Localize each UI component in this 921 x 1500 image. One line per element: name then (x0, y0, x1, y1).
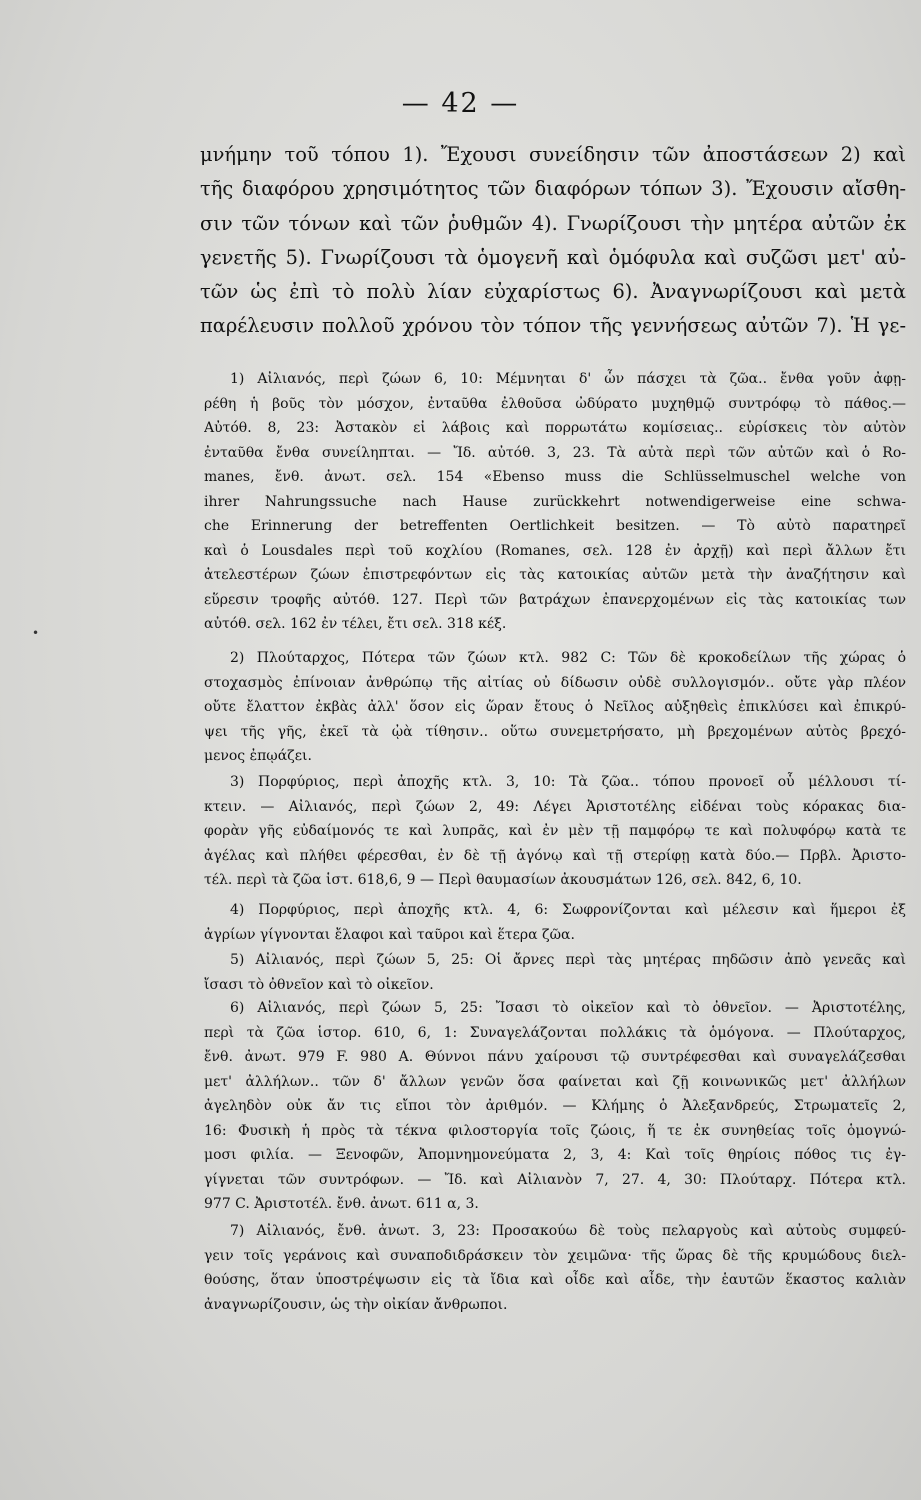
footnote-line: 977 C. Ἀριστοτέλ. ἔνθ. ἀνωτ. 611 α, 3. (204, 1196, 479, 1213)
body-line: σιν τῶν τόνων καὶ τῶν ῥυθμῶν 4). Γνωρίζουσι τὴν μητέρα αὐτῶν ἐκ (200, 211, 906, 235)
footnote-line: ἀγέλας καὶ πλήθει φέρεσθαι, ἐν δὲ τῇ ἀγόνῳ καὶ τῇ στερίφῃ κατὰ δύο.— Πρβλ. Ἀριστο- (204, 847, 906, 864)
footnote-line: αὐτόθ. σελ. 162 ἐν τέλει, ἔτι σελ. 318 κέξ. (204, 616, 507, 633)
footnote-line: 7) Αἰλιανός, ἔνθ. ἀνωτ. 3, 23: Προσακούω δὲ τοὺς πελαργοὺς καὶ αὐτοὺς συμφεύ- (230, 1223, 906, 1239)
footnote-line: che Erinnerung der betreffenten Oertlichkeit besitzen. — Τὸ αὐτὸ παρατηρεῖ (204, 518, 906, 535)
footnote-line: περὶ τὰ ζῶα ἱστορ. 610, 6, 1: Συναγελάζονται πολλάκις τὰ ὁμόγονα. — Πλούταρχος, (204, 1024, 906, 1041)
footnote-line: 6) Αἰλιανός, περὶ ζώων 5, 25: Ἴσασι τὸ οἰκεῖον καὶ τὸ ὀθνεῖον. — Ἀριστοτέλης, (230, 1000, 906, 1016)
footnote-line: ψει τῆς γῆς, ἐκεῖ τὰ ᾠὰ τίθησιν.. οὕτω συνεμετρήσατο, μὴ βρεχομένων αὐτὸς βρεχό- (204, 723, 906, 740)
footnote-line: 16: Φυσικὴ ἡ πρὸς τὰ τέκνα φιλοστοργία τοῖς ζώοις, ἥ τε ἐκ συνηθείας τοῖς ὁμογνώ- (204, 1122, 906, 1139)
footnote-line: καὶ ὁ Lousdales περὶ τοῦ κοχλίου (Romanes, σελ. 128 ἐν ἀρχῇ) καὶ περὶ ἄλλων ἔτι (204, 542, 906, 559)
footnote-line: μοσι φιλία. — Ξενοφῶν, Ἀπομνημονεύματα 2, 3, 4: Καὶ τοῖς θηρίοις πόθος τις ἐγ- (204, 1147, 906, 1164)
footnote-4 (204, 898, 906, 947)
footnote-line: μετ' ἀλλήλων.. τῶν δ' ἄλλων γενῶν ὅσα φαίνεται καὶ ζῇ κοινωνικῶς μετ' ἀλλήλων (204, 1073, 906, 1090)
footnote-line: Αὐτόθ. 8, 23: Ἀστακὸν εἰ λάβοις καὶ πορρωτάτω κομίσειας.. εὑρίσκεις τὸν αὐτὸν (204, 420, 906, 437)
footnote-line: γειν τοῖς γεράνοις καὶ συναποδιδράσκειν τὸν χειμῶνα· τῆς ὥρας δὲ τῆς κρυμώδους διελ- (204, 1247, 906, 1264)
footnote-line: τέλ. περὶ τὰ ζῶα ἱστ. 618,6, 9 — Περὶ θαυμασίων ἀκουσμάτων 126, σελ. 842, 6, 10. (204, 872, 802, 889)
footnote-line: ἐνταῦθα ἔνθα συνείληπται. — Ἴδ. αὐτόθ. 3, 23. Τὰ αὐτὰ περὶ τῶν αὐτῶν καὶ ὁ Ro- (204, 444, 906, 461)
footnote-line: κτειν. — Αἰλιανός, περὶ ζώων 2, 49: Λέγει Ἀριστοτέλης εἰδέναι τοὺς κόρακας δια- (204, 798, 906, 815)
footnote-line: ἴσασι τὸ ὀθνεῖον καὶ τὸ οἰκεῖον. (204, 976, 434, 993)
footnote-line: μενος ἐπῳάζει. (204, 748, 312, 765)
footnote-line: ἀναγνωρίζουσιν, ὡς τὴν οἰκίαν ἄνθρωποι. (204, 1296, 508, 1313)
footnote-line: ἀγεληδὸν οὐκ ἄν τις εἴποι τὸν ἀριθμόν. — Κλήμης ὁ Ἀλεξανδρεύς, Στρωματεῖς 2, (204, 1098, 906, 1115)
footnote-line: ihrer Nahrungssuche nach Hause zurückkehrt notwendigerweise eine schwa- (204, 493, 906, 510)
footnote-7 (204, 1219, 906, 1317)
main-paragraph (200, 138, 906, 344)
body-line: τῆς διαφόρου χρησιμότητος τῶν διαφόρων τόπων 3). Ἔχουσιν αἴσθη- (200, 177, 906, 201)
footnote-line: θούσης, ὅταν ὑποστρέψωσιν εἰς τὰ ἴδια καὶ οἶδε καὶ αἶδε, τὴν ἑαυτῶν ἕκαστος καλιὰν (204, 1272, 906, 1289)
footnote-line: 3) Πορφύριος, περὶ ἀποχῆς κτλ. 3, 10: Τὰ ζῶα.. τόπου προνοεῖ οὗ μέλλουσι τί- (230, 774, 906, 790)
footnote-5 (204, 948, 906, 997)
footnote-line: 4) Πορφύριος, περὶ ἀποχῆς κτλ. 4, 6: Σωφρονίζονται καὶ μέλεσιν καὶ ἥμεροι ἐξ (230, 902, 906, 918)
body-line: γενετῆς 5). Γνωρίζουσι τὰ ὁμογενῆ καὶ ὁμόφυλα καὶ συζῶσι μετ' αὐ- (200, 245, 906, 269)
body-line: μνήμην τοῦ τόπου 1). Ἔχουσι συνείδησιν τῶν ἀποστάσεων 2) καὶ (200, 143, 906, 166)
footnote-line: 2) Πλούταρχος, Πότερα τῶν ζώων κτλ. 982 C: Τῶν δὲ κροκοδείλων τῆς χώρας ὁ (230, 650, 906, 666)
footnote-line: ἔνθ. ἀνωτ. 979 F. 980 A. Θύννοι πάνυ χαίρουσι τῷ συντρέφεσθαι καὶ συναγελάζεσθαι (204, 1049, 906, 1066)
footnote-2 (204, 646, 906, 769)
margin-mark: • (32, 626, 40, 640)
footnote-line: γίγνεται τῶν συντρόφων. — Ἴδ. καὶ Αἰλιανὸν 7, 27. 4, 30: Πλούταρχ. Πότερα κτλ. (204, 1171, 906, 1188)
footnote-line: ἀγρίων γίγνονται ἔλαφοι καὶ ταῦροι καὶ ἕτερα ζῶα. (204, 926, 575, 943)
footnote-line: ρέθη ἡ βοῦς τὸν μόσχον, ἐνταῦθα ἐλθοῦσα ὠδύρατο μυχηθμῷ συντρόφῳ τὸ πάθος.— (204, 395, 906, 412)
footnote-3 (204, 770, 906, 893)
footnote-line: ἀτελεστέρων ζώων ἐπιστρεφόντων εἰς τὰς κατοικίας αὐτῶν μετὰ τὴν ἀναζήτησιν καὶ (204, 567, 906, 584)
footnote-line: φορὰν γῆς εὐδαίμονός τε καὶ λυπρᾶς, καὶ ἐν μὲν τῇ παμφόρῳ τε καὶ πολυφόρῳ κατὰ τε (204, 823, 906, 840)
footnote-line: εὕρεσιν τροφῆς αὐτόθ. 127. Περὶ τῶν βατράχων ἐπανερχομένων εἰς τὰς κατοικίας των (204, 591, 906, 608)
footnote-line: 1) Αἰλιανός, περὶ ζώων 6, 10: Μέμνηται δ' ὧν πάσχει τὰ ζῶα.. ἔνθα γοῦν ἀφῃ- (230, 371, 906, 387)
footnote-6 (204, 996, 906, 1217)
footnote-line: οὔτε ἔλαττον ἐκβὰς ἀλλ' ὅσον εἰς ὥραν ἔτους ὁ Νεῖλος αὐξηθεὶς ἐπικλύσει καὶ ἐπικρύ- (204, 699, 906, 716)
footnote-1 (204, 367, 906, 637)
page-number: — 42 — (401, 88, 520, 119)
footnote-line: 5) Αἰλιανός, περὶ ζώων 5, 25: Οἱ ἄρνες περὶ τὰς μητέρας πηδῶσιν ἀπὸ γενεᾶς καὶ (230, 952, 906, 968)
footnote-line: στοχασμὸς ἐπίνοιαν ἀνθρώπῳ τῆς αἰτίας οὐ δίδωσιν οὐδὲ συλλογισμόν.. οὔτε γὰρ πλέον (204, 674, 906, 691)
body-line: τῶν ὡς ἐπὶ τὸ πολὺ λίαν εὐχαρίστως 6). Ἀναγνωρίζουσι καὶ μετὰ (200, 280, 906, 304)
body-line: παρέλευσιν πολλοῦ χρόνου τὸν τόπον τῆς γεννήσεως αὐτῶν 7). Ἡ γε- (200, 314, 906, 338)
footnote-line: manes, ἔνθ. ἀνωτ. σελ. 154 «Ebenso muss die Schlüsselmuschel welche von (204, 469, 906, 486)
